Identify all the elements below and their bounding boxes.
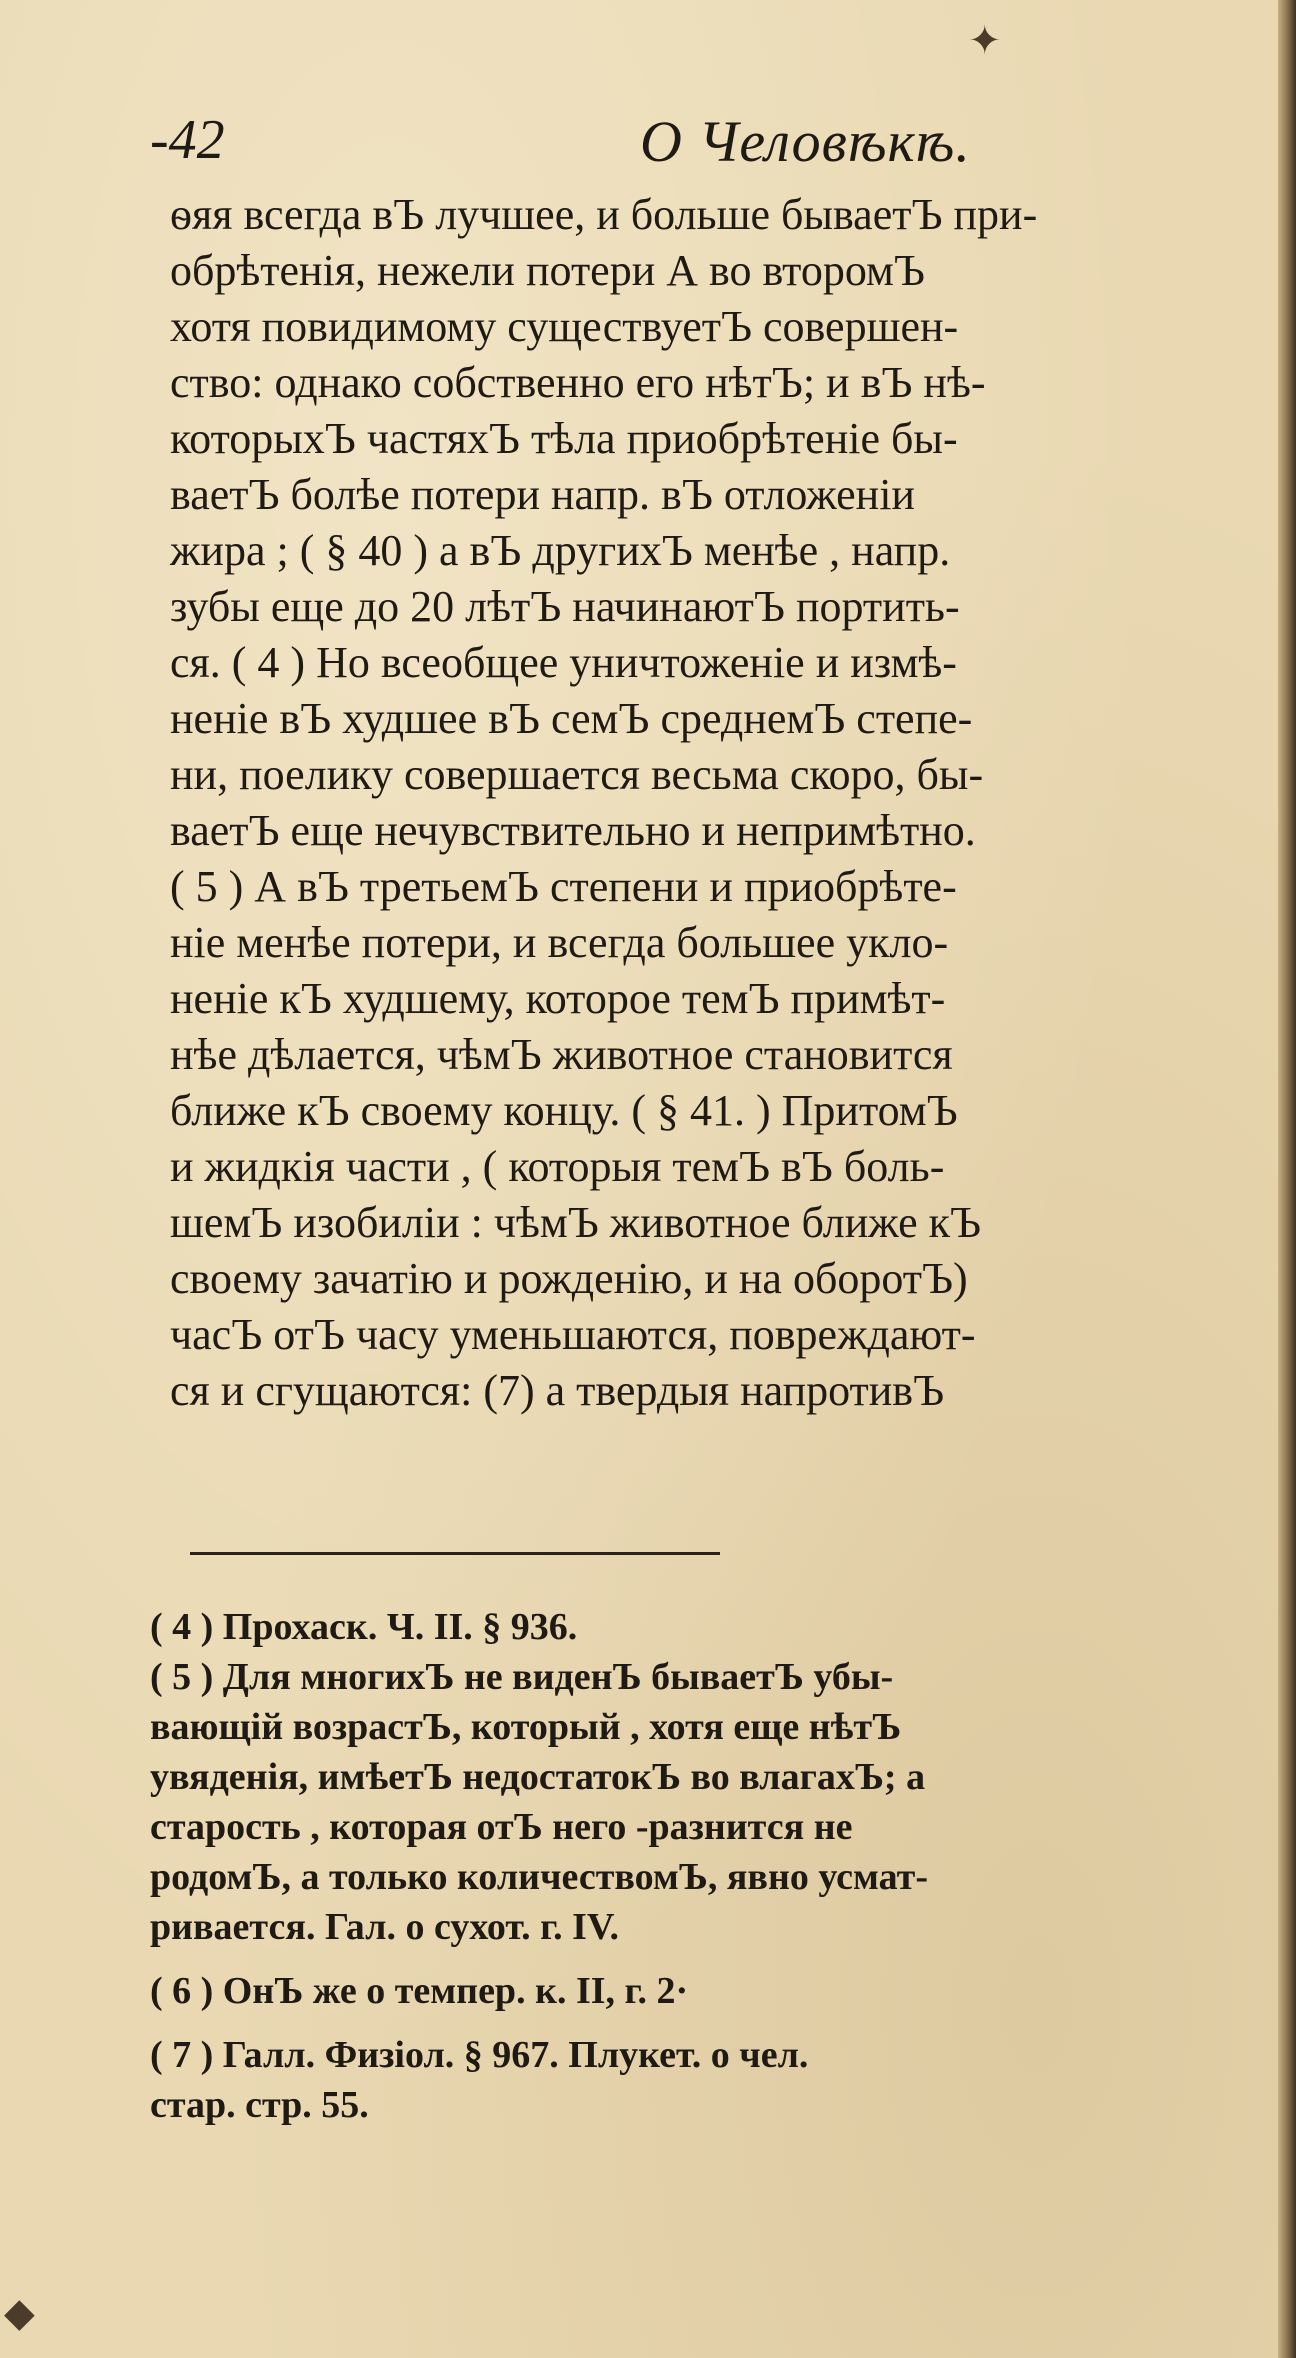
text-line: неніе кЪ худшему, которое темЪ примѣт- [170,974,946,1023]
text-line: жира ; ( § 40 ) а вЪ другихЪ менѣе , напр. [170,526,951,575]
text-line: зубы еще до 20 лѣтЪ начинаютЪ портить- [170,582,960,631]
footnote-divider [190,1552,720,1555]
text-line: ніе менѣе потери, и всегда большее укло- [170,918,949,967]
footnote-spacer [150,1952,1260,1966]
footnote-5-line: ( 5 ) Для многихЪ не виденЪ бываетЪ убы- [150,1656,894,1698]
page-header [150,108,980,178]
footnote-5-line: ривается. Гал. о сухот. г. IV. [150,1906,619,1948]
text-line: ся и сгущаются: (7) а твердыя напротивЪ [170,1366,945,1415]
page-number: -42 [150,109,225,171]
ink-blot-decoration: ✦ [968,18,1002,64]
footnote-6: ( 6 ) ОнЪ же о темпер. к. II, г. 2· [150,1970,689,2012]
text-line: ваетЪ еще нечувствительно и непримѣтно. [170,806,976,855]
text-line: обрѣтенія, нежели потери А во второмЪ [170,246,925,295]
text-line: шемЪ изобиліи : чѣмЪ животное ближе кЪ [170,1198,982,1247]
text-line: ни, поелику совершается весьма скоро, бы- [170,750,984,799]
text-line: нѣе дѣлается, чѣмЪ животное становится [170,1030,953,1079]
text-line: ство: однако собственно его нѣтЪ; и вЪ нѣ- [170,358,986,407]
footnote-5-line: увяденія, имѣетЪ недостатокЪ во влагахЪ; а [150,1756,926,1798]
running-head: О Человѣкѣ. [640,109,971,174]
text-line: и жидкія части , ( которыя темЪ вЪ боль- [170,1142,945,1191]
main-text [170,187,1270,1419]
footnote-5-line: старость , которая отЪ него -разнится не [150,1806,853,1848]
text-line: часЪ отЪ часу уменьшаются, повреждают- [170,1310,976,1359]
footnote-7-line: стар. стр. 55. [150,2084,369,2126]
text-line: хотя повидимому существуетЪ совершен- [170,302,959,351]
footnote-4: ( 4 ) Прохаск. Ч. II. § 936. [150,1606,578,1648]
footnote-5-line: вающій возрастЪ, который , хотя еще нѣтЪ [150,1706,902,1748]
footnote-7-line: ( 7 ) Галл. Физіол. § 967. Плукет. о чел. [150,2034,809,2076]
text-line: неніе вЪ худшее вЪ семЪ среднемЪ степе- [170,694,973,743]
footnotes [150,1602,1260,2130]
text-line: ближе кЪ своему концу. ( § 41. ) ПритомЪ [170,1086,958,1135]
text-line: ся. ( 4 ) Но всеобщее уничтоженіе и измѣ- [170,638,957,687]
text-line: своему зачатію и рожденію, и на оборотЪ) [170,1254,968,1303]
text-line: ваетЪ болѣе потери напр. вЪ отложеніи [170,470,915,519]
ink-blot-decoration: ◆ [4,2290,35,2336]
text-line: ѳяя всегда вЪ лучшее, и больше бываетЪ при- [170,190,1038,239]
text-line: которыхЪ частяхЪ тѣла приобрѣтеніе бы- [170,414,958,463]
footnote-5-line: родомЪ, а только количествомЪ, явно усмат- [150,1856,928,1898]
footnote-spacer [150,2016,1260,2030]
page-edge-shadow [1278,0,1296,2358]
text-line: ( 5 ) А вЪ третьемЪ степени и приобрѣте- [170,862,957,911]
